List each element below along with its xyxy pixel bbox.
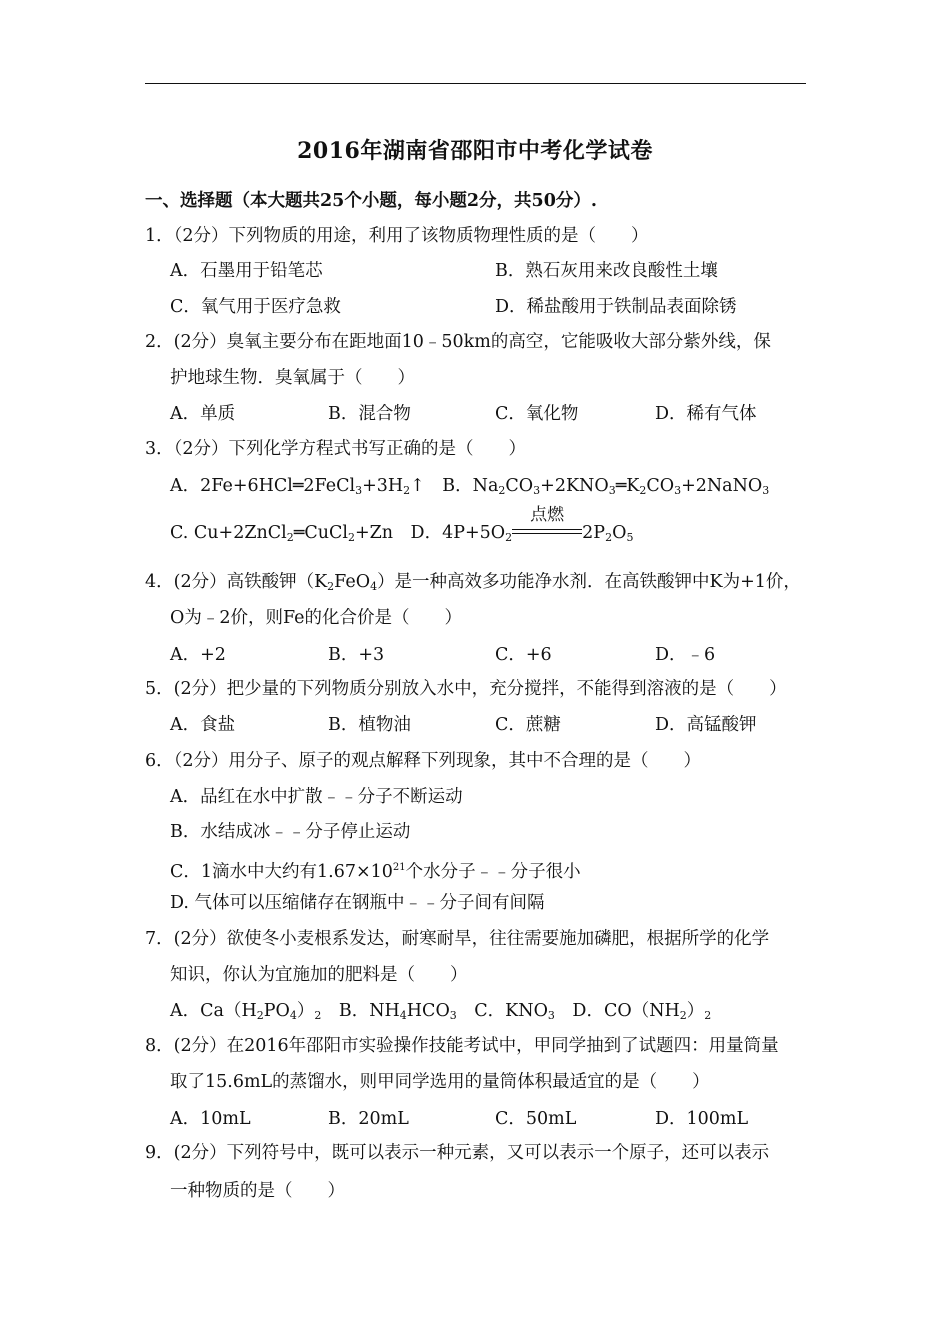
question-5-option-b: B．植物油 [328, 715, 411, 735]
question-8-option-d: D．100mL [655, 1109, 749, 1129]
question-1-option-c: C．氧气用于医疗急救 [170, 297, 341, 317]
question-4-option-a: A．+2 [170, 645, 226, 665]
question-6-option-c: C．1滴水中大约有$1.67\times 10^{21}$个水分子﹣﹣分子很小 [170, 862, 581, 882]
question-4-option-c: C．+6 [495, 645, 552, 665]
question-9-stem-line2: 一种物质的是（ ） [170, 1181, 345, 1201]
question-5-option-d: D．高锰酸钾 [655, 715, 757, 735]
page-title: 2016年湖南省邵阳市中考化学试卷 [297, 138, 653, 164]
question-4-option-b: B．+3 [328, 645, 385, 665]
question-2-option-b: B．混合物 [328, 404, 411, 424]
question-5-option-a: A．食盐 [170, 715, 236, 735]
reaction-condition [512, 505, 582, 544]
question-8-option-a: A．10mL [170, 1109, 251, 1129]
question-4-stem-line2: O为﹣2价，则Fe的化合价是（ ） [170, 608, 463, 628]
question-8-stem-line2: 取了15.6mL的蒸馏水，则甲同学选用的量筒体积最适宜的是（ ） [170, 1072, 710, 1092]
question-8-option-b: B．20mL [328, 1109, 409, 1129]
question-1-option-d: D．稀盐酸用于铁制品表面除锈 [495, 297, 737, 317]
question-7-options: A．$Ca(H_2PO_4)_2$ B．$NH_4HCO_3$ C．$KNO_3$ D．$CO(NH_2)_2$ [170, 1001, 712, 1022]
question-3-stem: 3．（2分）下列化学方程式书写正确的是（ ） [145, 439, 527, 459]
question-2-stem-line1: 2．(2分）臭氧主要分布在距地面10﹣50km的高空，它能吸收大部分紫外线，保 [145, 332, 771, 352]
question-9-stem-line1: 9．(2分）下列符号中，既可以表示一种元素，又可以表示一个原子，还可以表示 [145, 1143, 770, 1163]
question-2-option-c: C．氧化物 [495, 404, 579, 424]
header-rule [145, 83, 806, 84]
condition-label: 点燃 [530, 505, 565, 525]
question-6-option-d: D. 气体可以压缩储存在钢瓶中﹣﹣分子间有间隔 [170, 893, 545, 913]
question-3-options-cd: C. Cu+2ZnCl$_2$═CuCl$_2$+Zn D．$4P+5O_2$ 点燃 $2P_2O_5$ [170, 505, 634, 544]
question-1-option-b: B．熟石灰用来改良酸性土壤 [495, 261, 718, 281]
question-7-stem-line2: 知识，你认为宜施加的肥料是（ ） [170, 965, 468, 985]
question-1-stem: 1．（2分）下列物质的用途，利用了该物质物理性质的是（ ） [145, 226, 649, 246]
question-2-option-d: D．稀有气体 [655, 404, 757, 424]
question-6-option-a: A．品红在水中扩散﹣﹣分子不断运动 [170, 787, 463, 807]
question-4-option-d: D．﹣6 [655, 645, 716, 665]
question-5-option-c: C．蔗糖 [495, 715, 561, 735]
question-7-stem-line1: 7．(2分）欲使冬小麦根系发达，耐寒耐旱，往往需要施加磷肥，根据所学的化学 [145, 929, 770, 949]
question-8-option-c: C．50mL [495, 1109, 577, 1129]
question-2-stem-line2: 护地球生物．臭氧属于（ ） [170, 368, 415, 388]
question-1-option-a: A．石墨用于铅笔芯 [170, 261, 323, 281]
question-2-option-a: A．单质 [170, 404, 236, 424]
question-5-stem: 5．(2分）把少量的下列物质分别放入水中，充分搅拌，不能得到溶液的是（ ） [145, 679, 787, 699]
section-heading: 一、选择题（本大题共25个小题，每小题2分，共50分）. [145, 191, 597, 211]
question-6-stem: 6．（2分）用分子、原子的观点解释下列现象，其中不合理的是（ ） [145, 751, 702, 771]
question-4-stem-line1: 4．(2分）高铁酸钾$(K_2FeO_4)$是一种高效多功能净水剂．在高铁酸钾中K为+1价， [145, 572, 801, 593]
question-8-stem-line1: 8．(2分）在2016年邵阳市实验操作技能考试中，甲同学抽到了试题四：用量筒量 [145, 1036, 779, 1056]
question-3-options-ab: A．$2Fe+6HCl═2FeCl_3+3H_2↑$ B．$Na_2CO_3+2KNO_3═K_2CO_3+2NaNO_3$ [170, 476, 770, 497]
question-6-option-b: B．水结成冰﹣﹣分子停止运动 [170, 822, 411, 842]
